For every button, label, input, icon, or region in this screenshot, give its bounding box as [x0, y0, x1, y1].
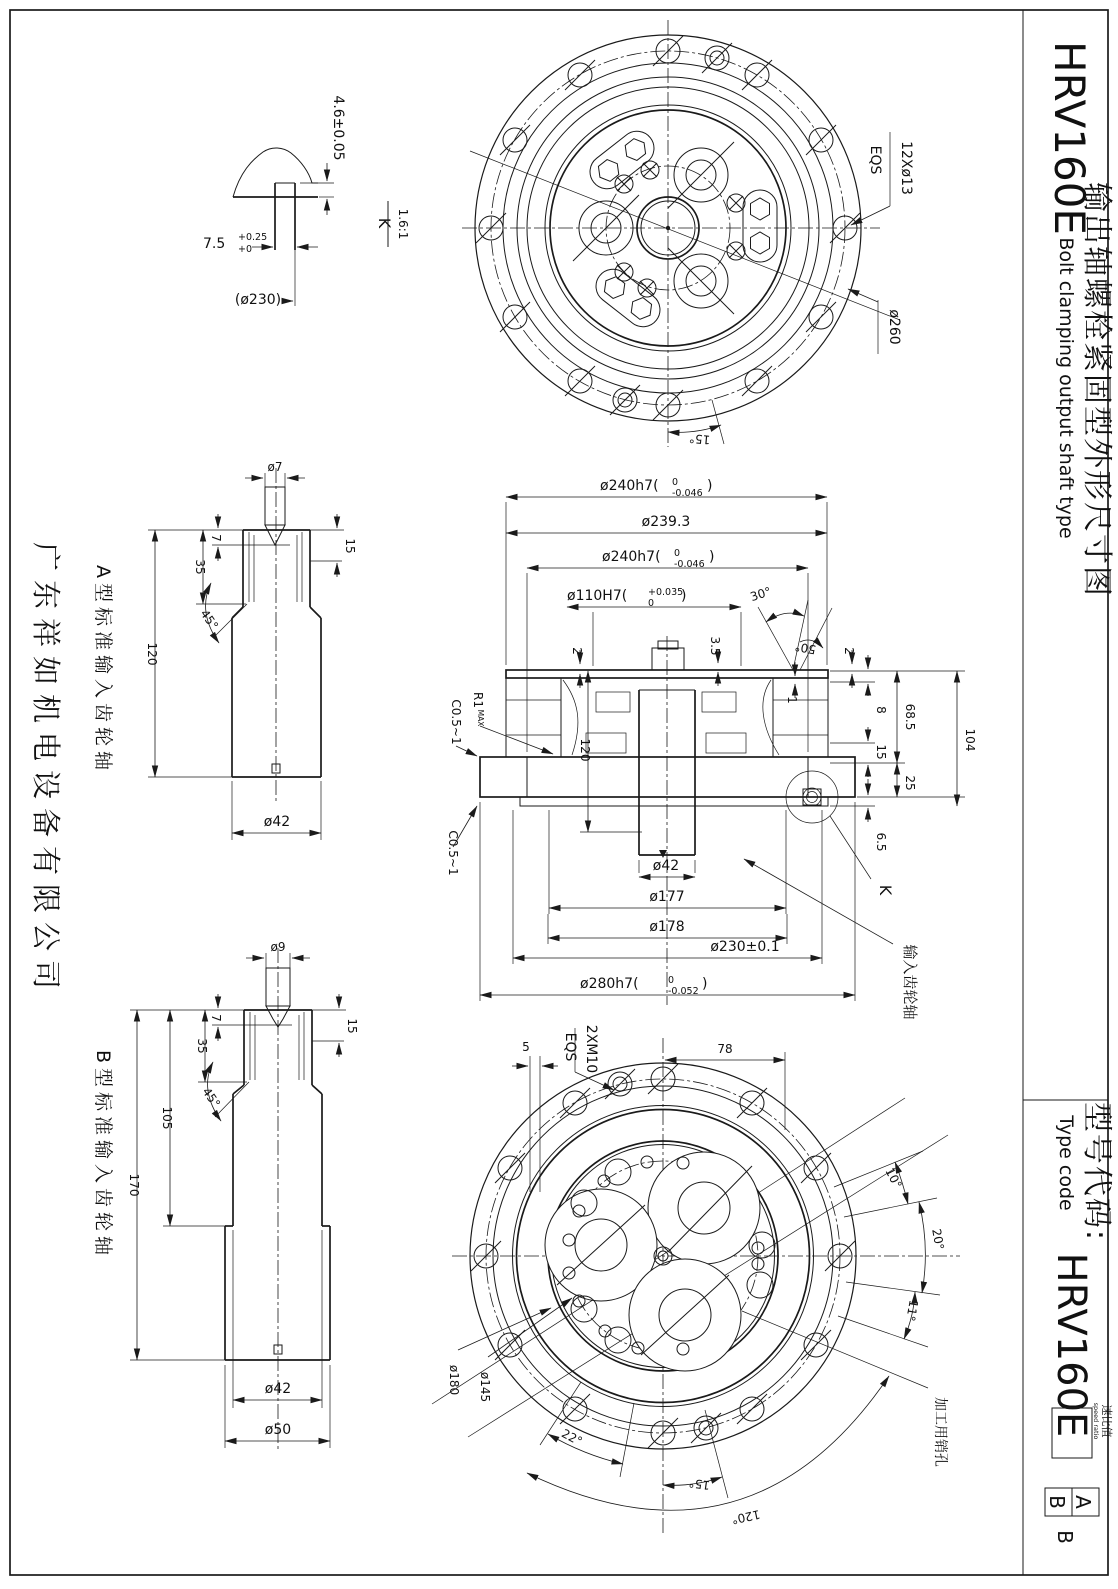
- detail-k-view: [203, 95, 410, 308]
- dim-78: 78: [717, 1042, 733, 1056]
- dim-dia-260: ø260: [886, 309, 902, 345]
- shaft-a-dim-15: 15: [343, 538, 357, 554]
- dim-15: 15: [874, 744, 888, 760]
- dim-68-5: 68.5: [903, 703, 917, 731]
- dim-m10-holes: 2XM10: [583, 1024, 599, 1074]
- dim-6-5: 6.5: [874, 832, 888, 852]
- dim-178: ø178: [649, 919, 685, 935]
- dim-240-1-close: ): [707, 478, 713, 494]
- dim-42-sec: ø42: [652, 858, 680, 874]
- dim-2-right: 2: [842, 647, 856, 655]
- dim-dia-145: ø145: [478, 1371, 492, 1403]
- dim-angle-15-bottom: 15°: [687, 1475, 711, 1493]
- crank-slots: [583, 124, 777, 333]
- shaft-b-dim-105: 105: [160, 1106, 174, 1130]
- speed-ratio-cn: 速比值: [1100, 1404, 1113, 1438]
- dim-7-5-tol-dn: +0: [238, 244, 253, 255]
- shaft-a-dim-120: 120: [145, 642, 159, 666]
- dim-3-5: 3.5: [708, 636, 722, 656]
- dim-240-1-sup: 0: [672, 477, 679, 488]
- type-suffix: B: [1053, 1530, 1077, 1544]
- detail-k-scale: 1.6:1: [396, 208, 410, 240]
- dim-angle-11: 11°: [903, 1299, 921, 1323]
- type-code-block: [1045, 1102, 1114, 1544]
- dim-280-close: ): [702, 976, 708, 992]
- dim-bolt-holes: 12Xø13: [898, 141, 914, 195]
- label-c05-lower: C0.5~1: [446, 830, 460, 876]
- shaft-a-dim-7: 7: [209, 534, 223, 542]
- dim-240-2-close: ): [709, 549, 715, 565]
- shaft-b-label: B型标准输入齿轮轴: [92, 1049, 114, 1261]
- dim-4-6: 4.6±0.05: [330, 95, 346, 161]
- dim-110-close: ): [681, 588, 687, 604]
- dim-230: ø230±0.1: [710, 939, 780, 955]
- dim-angle-120: 120°: [730, 1507, 762, 1527]
- label-r1max-sub: MAX: [476, 709, 485, 727]
- dim-110-sub: 0: [648, 598, 655, 609]
- shaft-a-view: [92, 460, 357, 840]
- dim-120-depth: 120: [578, 738, 592, 762]
- shaft-b-dim-35: 35: [195, 1038, 209, 1054]
- option-b: B: [1045, 1495, 1069, 1509]
- dim-bolt-holes-eqs: EQS: [867, 145, 883, 175]
- dim-280: ø280h7(: [580, 976, 639, 992]
- title-block: [1045, 41, 1114, 598]
- title-cn: 输出轴螺栓紧固型外形尺寸图: [1079, 182, 1114, 598]
- dim-177: ø177: [649, 889, 685, 905]
- detail-k-ref: K: [876, 884, 895, 896]
- dim-240-1-sub: -0.046: [672, 488, 703, 499]
- dim-7-5-tol-up: +0.25: [238, 232, 268, 243]
- dim-angle-10: 10°: [882, 1165, 905, 1191]
- label-input-gear-shaft: 输入齿轮轴: [901, 944, 919, 1020]
- label-pin-hole: 加工用销孔: [932, 1397, 948, 1467]
- type-code-en: Type code: [1055, 1115, 1077, 1211]
- shaft-b-dia-42: ø42: [264, 1381, 292, 1397]
- shaft-b-dim-170: 170: [127, 1173, 141, 1197]
- dim-dia-180: ø180: [447, 1364, 461, 1396]
- section-view: [446, 477, 977, 1020]
- shaft-a-dia-7: ø7: [267, 460, 283, 474]
- detail-k-label: K: [375, 217, 394, 229]
- option-a: A: [1071, 1495, 1095, 1509]
- front-view: [462, 20, 914, 447]
- shaft-b-angle-45: 45°: [199, 1084, 224, 1111]
- shaft-b-dia-50: ø50: [264, 1422, 292, 1438]
- dim-5: 5: [522, 1040, 530, 1054]
- dim-280-sub: -0.052: [668, 986, 699, 997]
- dim-1: 1: [785, 696, 799, 704]
- type-code-cn: 型号代码:: [1079, 1101, 1114, 1243]
- dowel-pin-holes: [610, 43, 732, 415]
- dim-239-3: ø239.3: [641, 514, 691, 530]
- shaft-a-angle-45: 45°: [197, 606, 222, 633]
- label-r1max: R1: [471, 692, 485, 708]
- dim-angle-20: 20°: [929, 1227, 947, 1251]
- shaft-b-dia-9: ø9: [270, 940, 286, 954]
- dim-dia-230: (ø230): [234, 292, 282, 308]
- dim-104: 104: [963, 728, 977, 752]
- model-code: HRV160E: [1045, 41, 1094, 235]
- dim-110: ø110H7(: [567, 588, 628, 604]
- shaft-a-label: A型标准输入齿轮轴: [92, 565, 114, 775]
- dim-240-1: ø240h7(: [600, 478, 659, 494]
- dim-240-2: ø240h7(: [602, 549, 661, 565]
- dim-8: 8: [874, 706, 888, 714]
- dim-240-2-sup: 0: [674, 548, 681, 559]
- company-name: 广东祥如机电设备有限公司: [29, 541, 63, 999]
- shaft-b-view: [92, 940, 359, 1452]
- dim-angle-50: 50°: [793, 639, 817, 657]
- dim-240-2-sub: -0.046: [674, 559, 705, 570]
- dim-angle-15-front: 15°: [688, 431, 711, 447]
- dim-280-sup: 0: [668, 975, 675, 986]
- dim-110-sup: +0.035: [648, 587, 684, 598]
- bottom-view: [432, 1025, 960, 1536]
- shaft-b-dim-7: 7: [209, 1014, 223, 1022]
- dim-2-left: 2: [570, 647, 584, 655]
- label-c05-upper: C0.5~1: [449, 699, 463, 745]
- sheet-frame: [10, 10, 1108, 1575]
- dim-7-5: 7.5: [203, 236, 226, 252]
- type-code-model: HRV160E: [1048, 1252, 1094, 1438]
- dim-angle-30: 30°: [748, 584, 774, 605]
- shaft-a-dia-42: ø42: [263, 814, 291, 830]
- dim-m10-eqs: EQS: [562, 1032, 578, 1062]
- shaft-a-dim-35: 35: [193, 559, 207, 575]
- dim-angle-22: 22°: [559, 1426, 585, 1449]
- pin-circles: [615, 161, 745, 297]
- shaft-b-dim-15: 15: [345, 1018, 359, 1034]
- dim-25: 25: [903, 775, 917, 791]
- speed-ratio-en: speed ratio: [1092, 1402, 1100, 1440]
- title-en: Bolt clamping output shaft type: [1055, 237, 1077, 539]
